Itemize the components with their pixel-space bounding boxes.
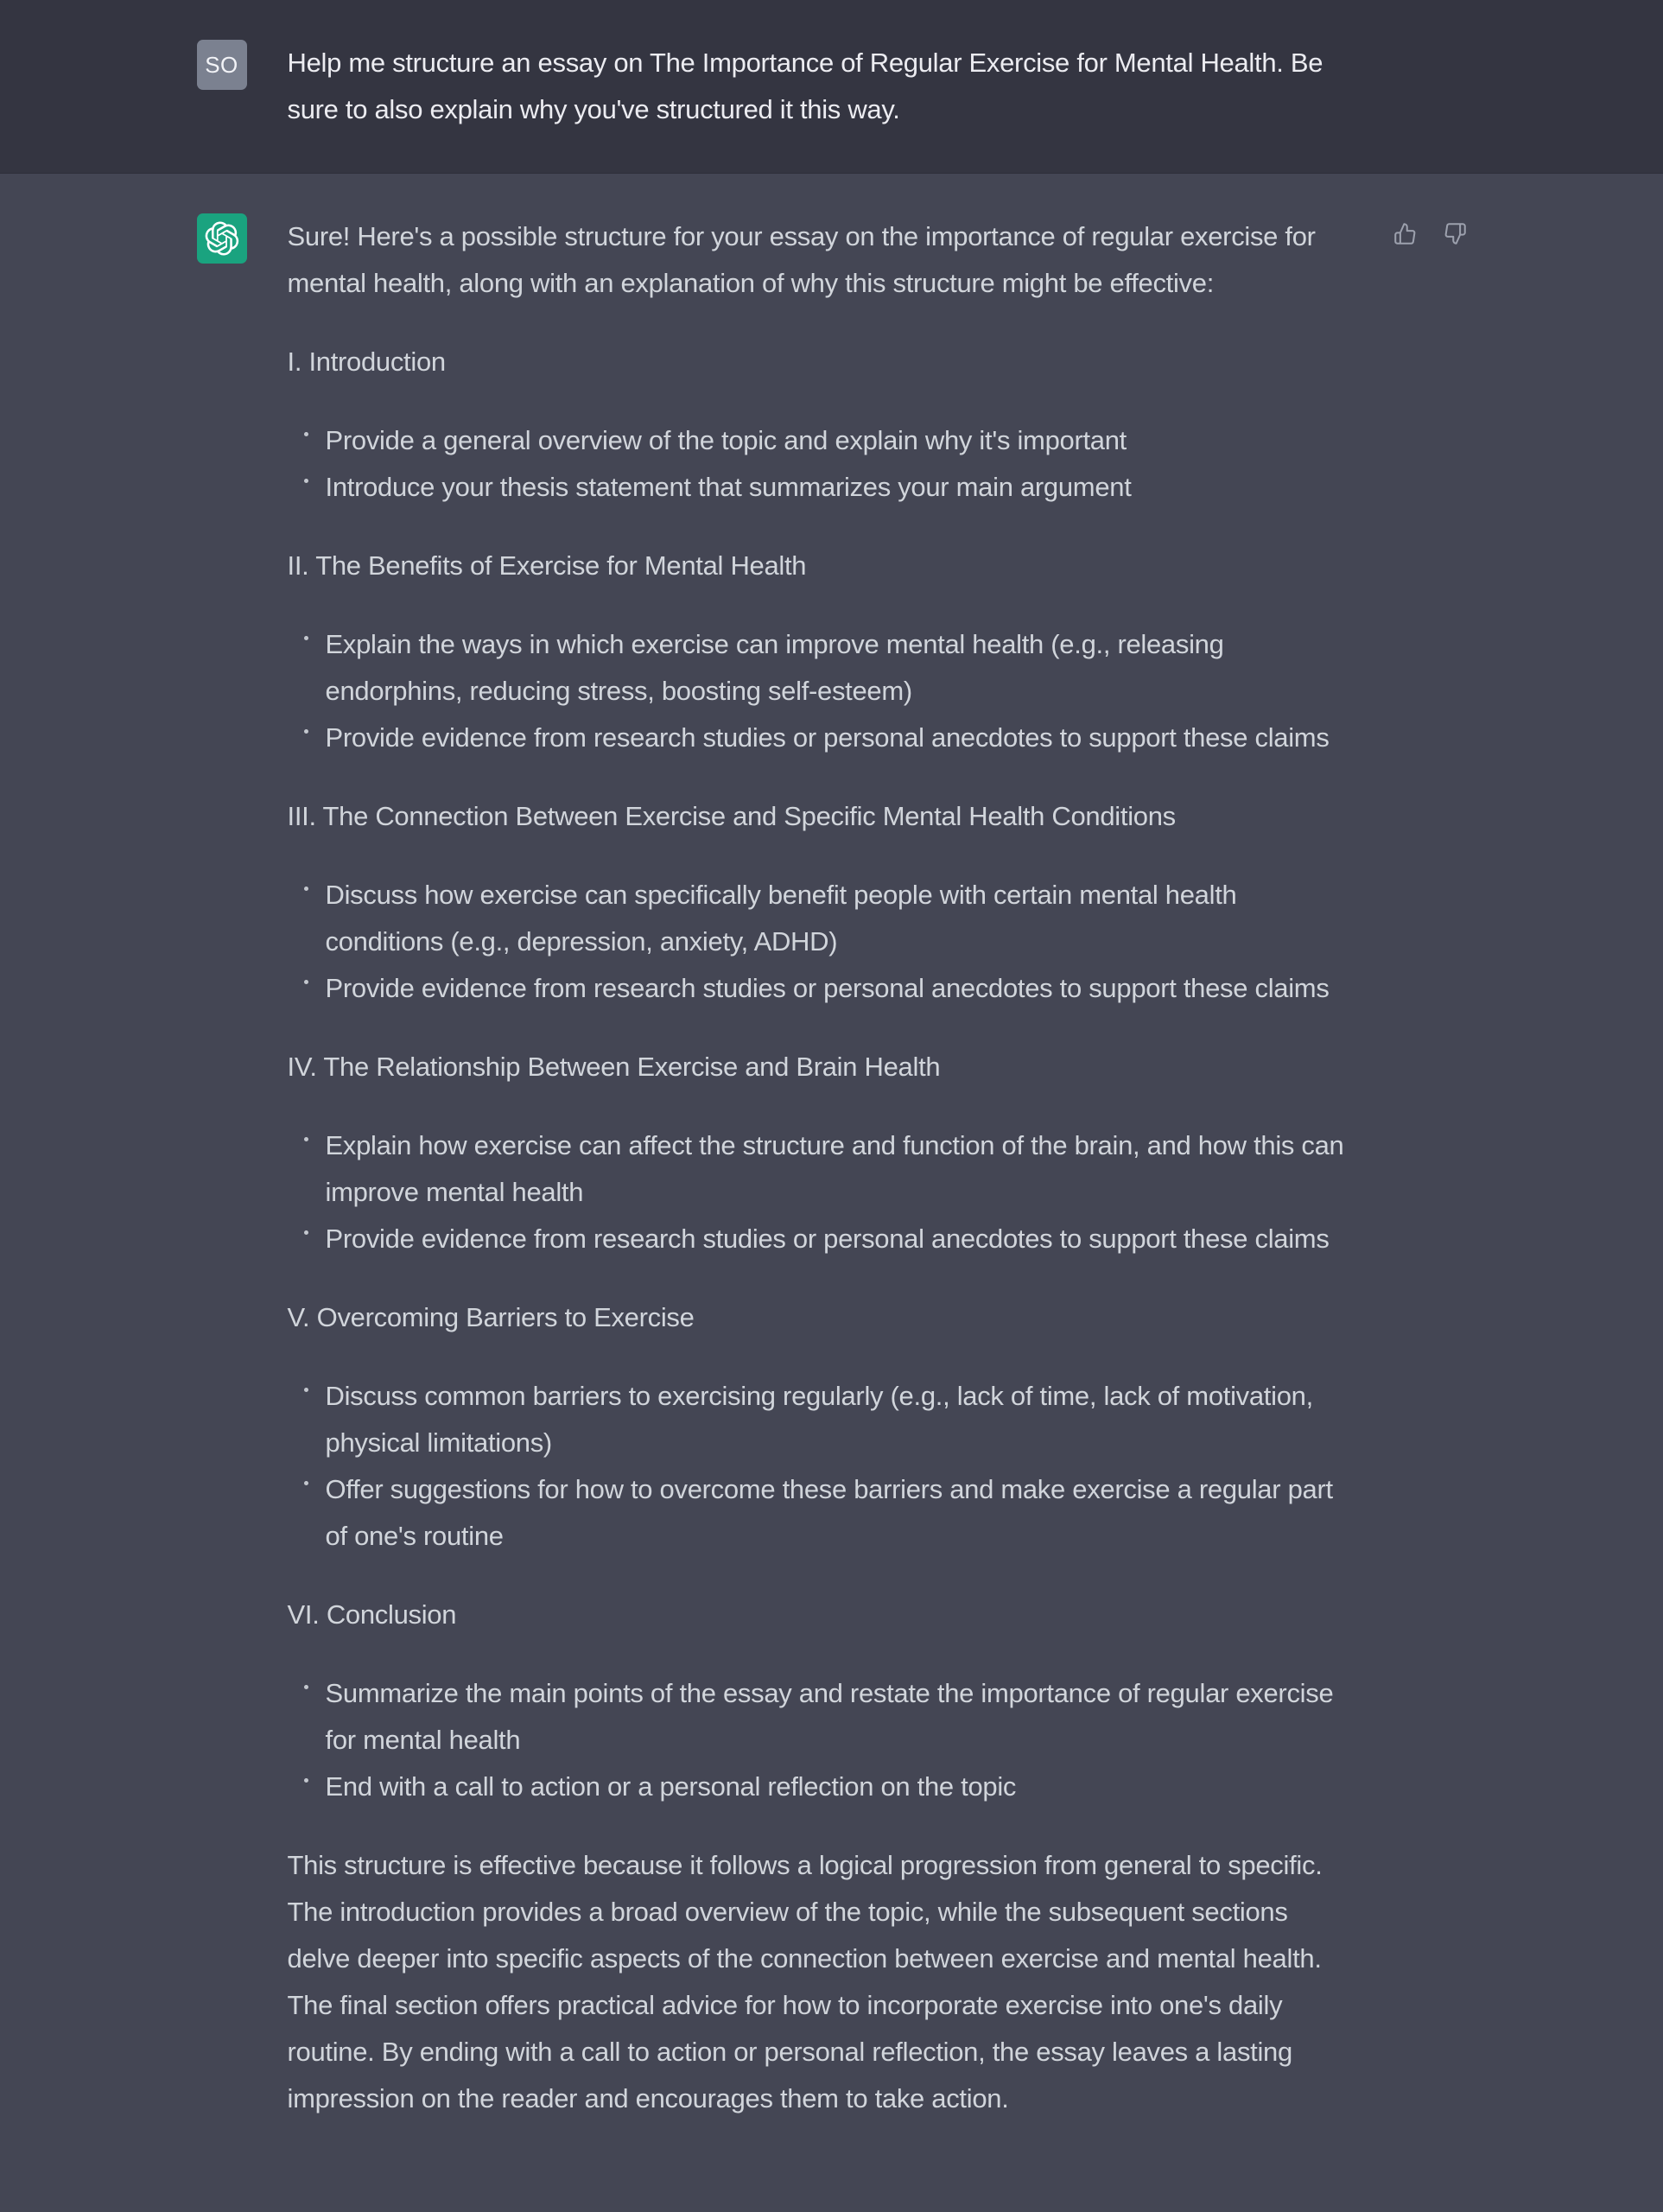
feedback-controls — [1393, 213, 1467, 245]
list-item: Introduce your thesis statement that summarizes your main argument — [326, 464, 1353, 511]
thumbs-up-icon — [1393, 222, 1417, 245]
section-list-6 — [288, 1670, 1353, 1810]
section-heading-6: VI. Conclusion — [287, 1599, 457, 1630]
user-avatar — [197, 40, 247, 90]
user-message — [288, 40, 1357, 133]
thumbs-down-button[interactable] — [1444, 222, 1467, 245]
section-list-3 — [288, 872, 1353, 1012]
list-item: Explain the ways in which exercise can improve mental health (e.g., releasing endorphins, reducing stress, boosting self-esteem) — [326, 621, 1353, 715]
assistant-avatar — [197, 213, 247, 264]
list-item: End with a call to action or a personal reflection on the topic — [326, 1764, 1353, 1810]
list-item: Discuss how exercise can specifically benefit people with certain mental health conditions (e.g., depression, anxiety, ADHD) — [326, 872, 1353, 965]
assistant-message-row — [0, 174, 1663, 2212]
section-heading-3: III. The Connection Between Exercise and Specific Mental Health Conditions — [287, 801, 1176, 831]
section-list-4 — [288, 1122, 1353, 1262]
list-item: Explain how exercise can affect the structure and function of the brain, and how this can improve mental health — [326, 1122, 1353, 1216]
section-heading-4: IV. The Relationship Between Exercise and Brain Health — [287, 1052, 941, 1082]
section-heading-5: V. Overcoming Barriers to Exercise — [287, 1302, 695, 1332]
thumbs-down-icon — [1444, 222, 1467, 245]
section-list-5 — [288, 1373, 1353, 1560]
list-item: Provide evidence from research studies or personal anecdotes to support these claims — [326, 965, 1353, 1012]
list-item: Provide a general overview of the topic and explain why it's important — [326, 417, 1353, 464]
section-heading-1: I. Introduction — [287, 346, 446, 377]
user-message-row — [0, 0, 1663, 174]
list-item: Offer suggestions for how to overcome these barriers and make exercise a regular part of one's routine — [326, 1466, 1353, 1560]
chatgpt-logo-icon — [205, 221, 239, 256]
list-item: Discuss common barriers to exercising regularly (e.g., lack of time, lack of motivation, physical limitations) — [326, 1373, 1353, 1466]
list-item: Summarize the main points of the essay and restate the importance of regular exercise for mental health — [326, 1670, 1353, 1764]
section-list-1 — [288, 417, 1353, 511]
user-message-text: Help me structure an essay on The Importance of Regular Exercise for Mental Health. Be sure to also explain why you've structured it this way. — [287, 48, 1323, 124]
section-heading-2: II. The Benefits of Exercise for Mental Health — [287, 550, 807, 581]
list-item: Provide evidence from research studies or personal anecdotes to support these claims — [326, 1216, 1353, 1262]
user-avatar-initials: SO — [205, 52, 238, 78]
assistant-intro: Sure! Here's a possible structure for your essay on the importance of regular exercise for mental health, along with an explanation of why this structure might be effective: — [287, 221, 1316, 298]
section-list-2 — [288, 621, 1353, 761]
list-item: Provide evidence from research studies or personal anecdotes to support these claims — [326, 715, 1353, 761]
thumbs-up-button[interactable] — [1393, 222, 1417, 245]
assistant-message — [288, 213, 1353, 2122]
assistant-closing: This structure is effective because it follows a logical progression from general to specific. The introduction provides a broad overview of the topic, while the subsequent sections delve deeper into specific aspects of the connection between exercise and mental health. The final section offers practical advice for how to incorporate exercise into one's daily routine. By ending with a call to action or personal reflection, the essay leaves a lasting impression on the reader and encourages them to take action. — [287, 1850, 1323, 2113]
